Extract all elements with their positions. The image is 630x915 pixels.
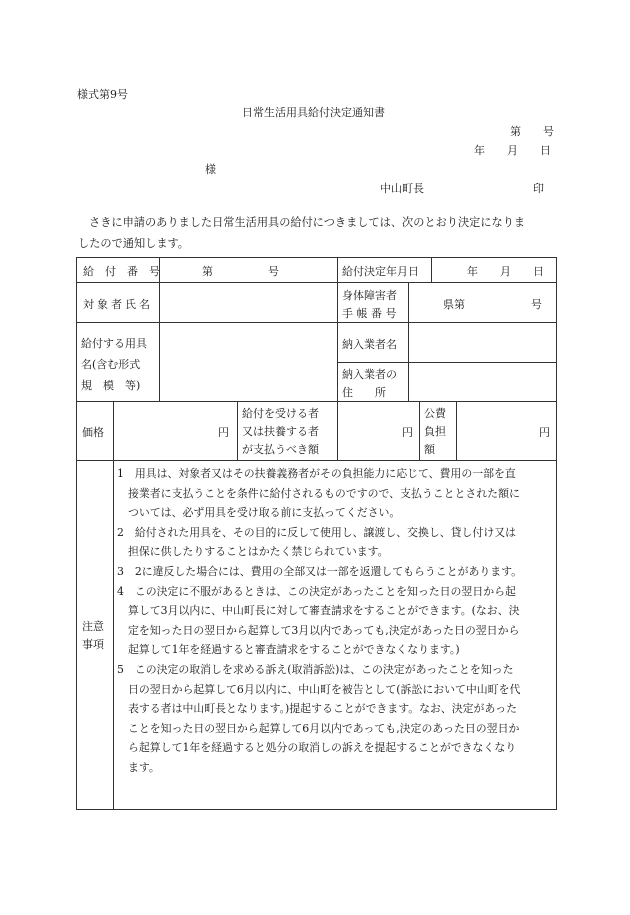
- payer-unit: 円: [402, 426, 413, 439]
- note-line: 起算して1年を経過すると審査請求をすることができなくなります。): [128, 643, 460, 657]
- table-rule: [237, 401, 238, 461]
- table-rule: [76, 460, 557, 461]
- note-line: 4 この決定に不服があるときは、この決定があったことを知った日の翌日から起: [117, 584, 516, 598]
- table-rule: [113, 401, 114, 810]
- note-line: ら起算して1年を経過すると処分の取消しの訴えを提起することができなくなり: [128, 741, 517, 755]
- issuer-name: 中山町長: [380, 182, 424, 195]
- table-rule: [76, 257, 77, 810]
- note-line: 5 この決定の取消しを求める訴え(取消訴訟)は、この決定があったことを知った: [117, 662, 514, 676]
- note-line: 2 給付された用具を、その目的に反して使用し、譲渡し、交換し、貸し付け又は: [117, 525, 516, 539]
- note-line: 日の翌日から起算して6月以内に、中山町を被告として(訴訟において中山町を代: [128, 682, 521, 696]
- table-rule: [76, 322, 557, 323]
- price-label: 価格: [82, 426, 104, 439]
- item-label-2: 名(含む形式: [81, 358, 141, 371]
- decision-date-value: 年 月 日: [467, 265, 544, 278]
- price-unit: 円: [218, 426, 229, 439]
- table-rule: [456, 401, 457, 461]
- issue-date: 年 月 日: [474, 144, 551, 157]
- decision-date-label: 給付決定年月日: [342, 265, 419, 278]
- public-label-3: 額: [424, 443, 435, 456]
- table-rule: [556, 257, 557, 810]
- table-rule: [76, 282, 557, 283]
- table-rule: [76, 809, 557, 810]
- recipient-name-label: 対象者氏名: [83, 298, 153, 311]
- notes-list: [117, 464, 553, 778]
- payer-label-2: 又は扶養する者: [242, 425, 319, 438]
- benefit-number-value: 第 号: [202, 265, 279, 278]
- note-line: 3 2に違反した場合には、費用の全部又は一部を返還してもらうことがあります。: [117, 564, 523, 578]
- note-line: 表する者は中山町長となります。)提起することができます。なお、決定があった: [128, 702, 518, 716]
- vendor-address-label-2: 住 所: [342, 386, 386, 399]
- item-label-3: 規 模 等): [81, 379, 141, 392]
- table-rule: [431, 257, 432, 283]
- note-line: 定を知った日の翌日から起算して3月以内であっても,決定があった日の翌日から: [128, 623, 520, 637]
- notes-label-1: 注意: [82, 620, 104, 633]
- payer-label-3: が支払うべき額: [242, 443, 319, 456]
- table-rule: [337, 257, 338, 402]
- addressee-suffix: 様: [205, 163, 216, 176]
- table-rule: [76, 257, 557, 258]
- vendor-name-label: 納入業者名: [342, 338, 397, 351]
- note-line: ことを知った日の翌日から起算して6月以内であっても,決定のあった日の翌日か: [128, 721, 520, 735]
- intro-line-2: したので通知します。: [78, 237, 189, 250]
- note-line: ついては、必ず用具を受け取る前に支払ってください。: [128, 506, 401, 520]
- benefit-number-label: 給 付 番 号: [83, 265, 160, 278]
- public-unit: 円: [539, 426, 550, 439]
- table-rule: [337, 401, 338, 461]
- page-title: 日常生活用具給付決定通知書: [242, 106, 385, 119]
- intro-line-1: さきに申請のありました日常生活用具の給付につきましては、次のとおり決定になりま: [89, 216, 526, 229]
- note-line: 1 用具は、対象者又はその扶養義務者がその負担能力に応じて、費用の一部を直: [117, 467, 516, 480]
- public-label-2: 負担: [424, 425, 446, 438]
- note-line: ます。: [128, 760, 160, 774]
- public-label-1: 公費: [424, 407, 446, 420]
- handbook-number-value: 県第 号: [443, 298, 542, 311]
- intro-paragraph: [78, 212, 560, 254]
- table-rule: [337, 362, 557, 363]
- vendor-address-label-1: 納入業者の: [342, 368, 397, 381]
- table-rule: [76, 401, 557, 402]
- table-rule: [408, 282, 409, 402]
- notes-label-2: 事項: [82, 638, 104, 651]
- form-number: 様式第9号: [77, 88, 128, 101]
- note-line: 算して3月以内に、中山町長に対して審査請求をすることができます。(なお、決: [128, 604, 520, 618]
- payer-label-1: 給付を受ける者: [242, 407, 319, 420]
- note-line: 担保に供したりすることはかたく禁じられています。: [128, 545, 389, 559]
- table-rule: [419, 401, 420, 461]
- handbook-label-2: 手 帳 番 号: [342, 307, 397, 320]
- note-line: 接業者に支払うことを条件に給付されるものですので、支払うこととされた額に: [128, 486, 520, 500]
- handbook-label-1: 身体障害者: [342, 289, 397, 302]
- item-label-1: 給付する用具: [81, 337, 147, 350]
- document-number: 第 号: [510, 125, 554, 138]
- seal-mark: 印: [533, 182, 544, 195]
